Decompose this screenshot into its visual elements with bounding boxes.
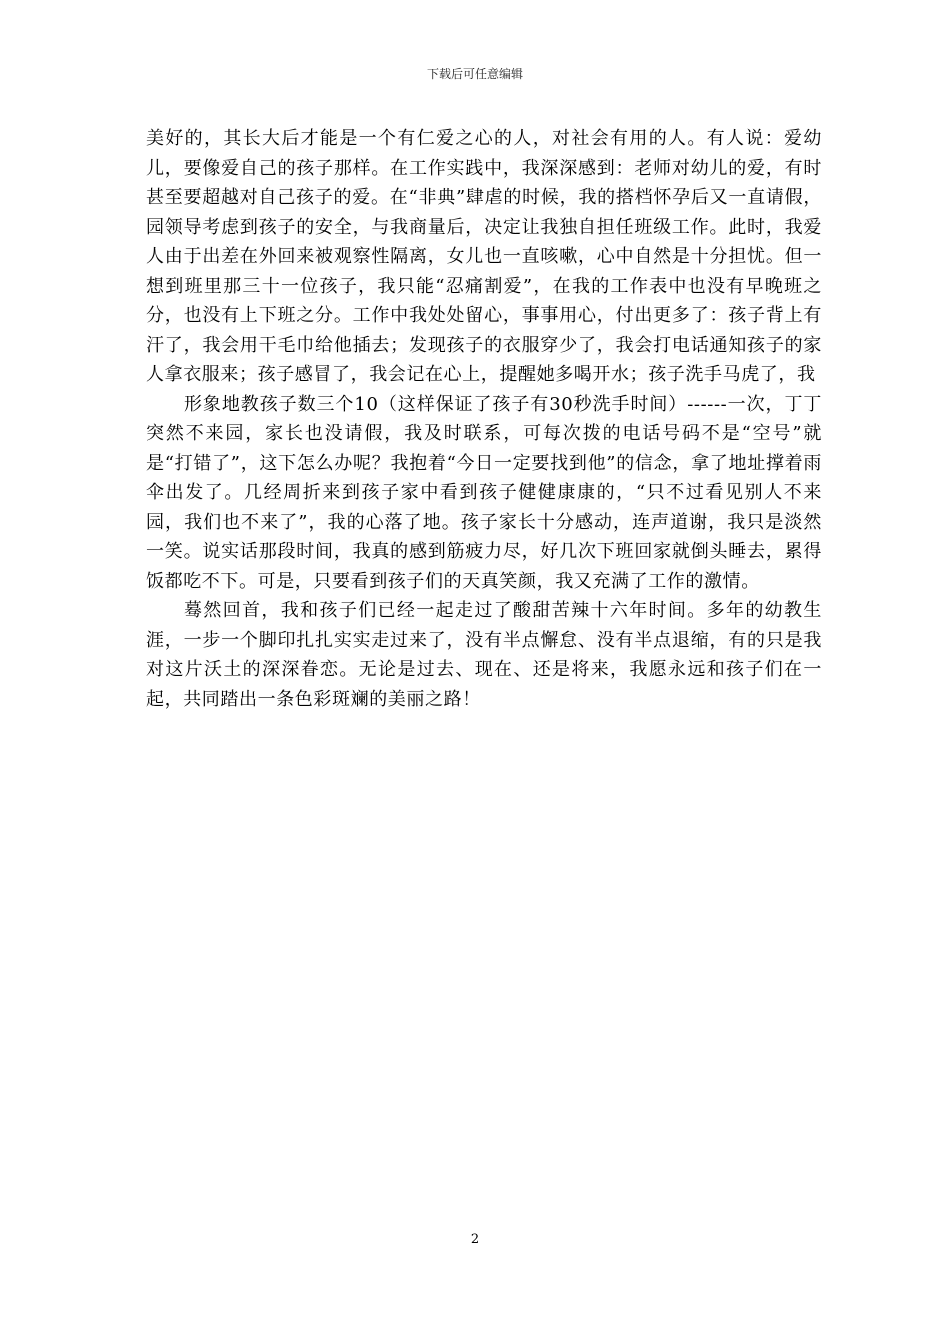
page-number: 2 — [470, 1232, 480, 1247]
document-body — [146, 124, 822, 714]
paragraph-1: 美好的，其长大后才能是一个有仁爱之心的人，对社会有用的人。有人说：爱幼儿，要像爱自己的孩子那样。在工作实践中，我深深感到：老师对幼儿的爱，有时甚至要超越对自己孩子的爱。在“非典”肆虐的时候，我的搭档怀孕后又一直请假，园领导考虑到孩子的安全，与我商量后，决定让我独自担任班级工作。此时，我爱人由于出差在外回来被观察性隔离，女儿也一直咳嗽，心中自然是十分担忧。但一想到班里那三十一位孩子，我只能“忍痛割爱”，在我的工作表中也没有早晚班之分，也没有上下班之分。工作中我处处留心，事事用心，付出更多了：孩子背上有汗了，我会用干毛巾给他插去；发现孩子的衣服穿少了，我会打电话通知孩子的家人拿衣服来；孩子感冒了，我会记在心上，提醒她多喝开水；孩子洗手马虎了，我 — [146, 128, 822, 385]
page-header: 下载后可任意编辑 — [426, 67, 523, 81]
paragraph-3: 蓦然回首，我和孩子们已经一起走过了酸甜苦辣十六年时间。多年的幼教生涯，一步一个脚印扎扎实实走过来了，没有半点懈怠、没有半点退缩，有的只是我对这片沃土的深深眷恋。无论是过去、现在、还是将来，我愿永远和孩子们在一起，共同踏出一条色彩斑斓的美丽之路！ — [146, 600, 822, 710]
paragraph-2: 形象地教孩子数三个10（这样保证了孩子有30秒洗手时间）------一次，丁丁突然不来园，家长也没请假，我及时联系，可每次拨的电话号码不是“空号”就是“打错了”，这下怎么办呢？我抱着“今日一定要找到他”的信念，拿了地址撑着雨伞出发了。几经周折来到孩子家中看到孩子健健康康的，“只不过看见别人不来园，我们也不来了”，我的心落了地。孩子家长十分感动，连声道谢，我只是淡然一笑。说实话那段时间，我真的感到筋疲力尽，好几次下班回家就倒头睡去，累得饭都吃不下。可是，只要看到孩子们的天真笑颜，我又充满了工作的激情。 — [146, 393, 822, 592]
